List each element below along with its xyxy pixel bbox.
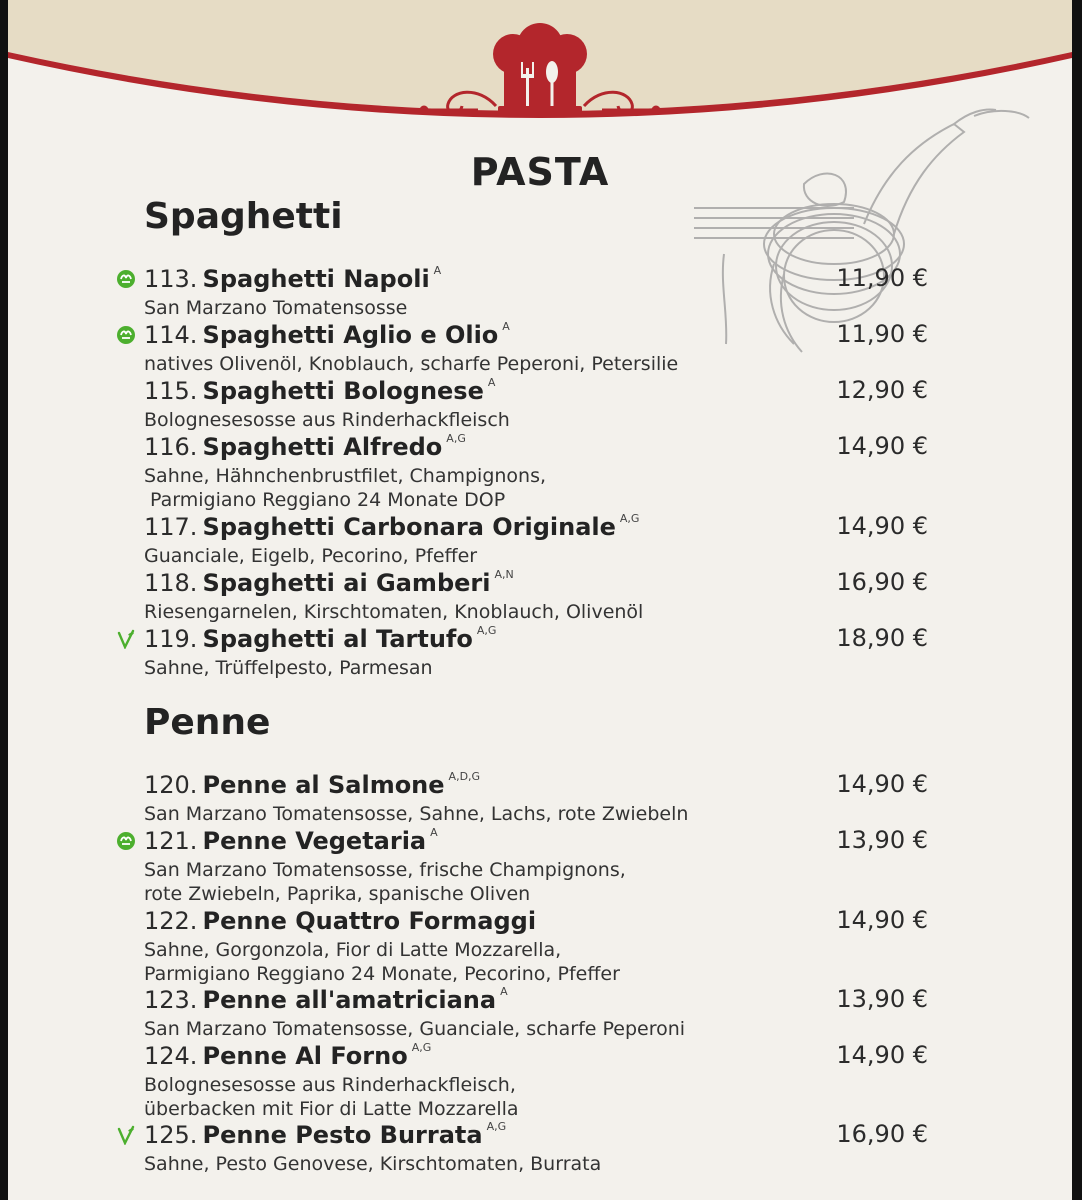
item-name: Penne Vegetaria	[202, 827, 427, 855]
menu-item	[144, 512, 944, 568]
item-price: 14,90 €	[836, 432, 928, 460]
item-allergens: A,G	[476, 624, 497, 637]
item-allergens: A	[433, 264, 442, 277]
item-allergens: A	[487, 376, 496, 389]
item-price: 11,90 €	[836, 320, 928, 348]
menu-item	[144, 1120, 944, 1176]
item-name: Spaghetti Napoli	[202, 265, 430, 293]
item-description: San Marzano Tomatensosse	[144, 297, 408, 319]
item-description: natives Olivenöl, Knoblauch, scharfe Peperoni, Petersilie	[144, 353, 679, 375]
item-description: Sahne, Gorgonzola, Fior di Latte Mozzarella, Parmigiano Reggiano 24 Monate, Pecorino, Pfeffer	[144, 939, 620, 985]
menu-page	[8, 0, 1072, 1200]
menu-item	[144, 432, 944, 512]
item-name: Spaghetti ai Gamberi	[202, 569, 491, 597]
item-description: Sahne, Trüffelpesto, Parmesan	[144, 657, 433, 679]
menu-item	[144, 770, 944, 826]
item-allergens: A	[502, 320, 510, 333]
item-number: 113.	[144, 265, 198, 293]
section-title-spaghetti: Spaghetti	[144, 196, 343, 237]
vegan-icon	[116, 269, 136, 289]
item-description: Bolognesesosse aus Rinderhackfleisch	[144, 409, 510, 431]
item-description: Sahne, Hähnchenbrustfilet, Champignons, Parmigiano Reggiano 24 Monate DOP	[144, 465, 547, 511]
menu-item	[144, 376, 944, 432]
item-number: 121.	[144, 827, 198, 855]
item-allergens: A,G	[486, 1120, 507, 1133]
vegetarian-icon	[116, 1125, 136, 1145]
item-price: 11,90 €	[836, 264, 928, 292]
menu-item	[144, 320, 944, 376]
item-description: San Marzano Tomatensosse, Guanciale, scharfe Peperoni	[144, 1018, 686, 1040]
item-number: 119.	[144, 625, 198, 653]
vegetarian-icon	[116, 629, 136, 649]
item-price: 18,90 €	[836, 624, 928, 652]
menu-item	[144, 264, 944, 320]
item-number: 117.	[144, 513, 198, 541]
item-name: Penne all'amatriciana	[202, 986, 497, 1014]
item-name: Spaghetti al Tartufo	[202, 625, 473, 653]
menu-item	[144, 985, 944, 1041]
item-price: 14,90 €	[836, 1041, 928, 1069]
item-name: Penne al Salmone	[202, 771, 445, 799]
page-title: PASTA	[470, 150, 610, 194]
item-price: 16,90 €	[836, 568, 928, 596]
menu-item	[144, 826, 944, 906]
item-description: Bolognesesosse aus Rinderhackfleisch, überbacken mit Fior di Latte Mozzarella	[144, 1074, 519, 1120]
item-name: Spaghetti Alfredo	[202, 433, 443, 461]
item-name: Penne Al Forno	[202, 1042, 408, 1070]
menu-item	[144, 1041, 944, 1121]
menu-item	[144, 568, 944, 624]
item-allergens: A	[500, 985, 508, 998]
item-allergens: A,G	[446, 432, 466, 445]
item-allergens: A,D,G	[448, 770, 481, 783]
item-price: 14,90 €	[836, 512, 928, 540]
item-price: 14,90 €	[836, 770, 928, 798]
section-title-penne: Penne	[144, 702, 271, 743]
item-price: 16,90 €	[836, 1120, 928, 1148]
item-number: 118.	[144, 569, 198, 597]
chef-hat-icon	[493, 23, 587, 114]
item-name: Penne Pesto Burrata	[202, 1121, 483, 1149]
item-price: 12,90 €	[836, 376, 928, 404]
item-price: 14,90 €	[836, 906, 928, 934]
item-name: Spaghetti Carbonara Originale	[202, 513, 616, 541]
item-number: 124.	[144, 1042, 198, 1070]
item-number: 123.	[144, 986, 198, 1014]
menu-item	[144, 906, 944, 986]
item-name: Spaghetti Bolognese	[202, 377, 484, 405]
item-number: 114.	[144, 321, 198, 349]
item-allergens: A,N	[494, 568, 514, 581]
item-name: Spaghetti Aglio e Olio	[202, 321, 499, 349]
item-description: San Marzano Tomatensosse, frische Champignons, rote Zwiebeln, Paprika, spanische Oliven	[144, 859, 626, 905]
item-description: San Marzano Tomatensosse, Sahne, Lachs, rote Zwiebeln	[144, 803, 689, 825]
item-number: 125.	[144, 1121, 198, 1149]
item-number: 116.	[144, 433, 198, 461]
item-number: 120.	[144, 771, 198, 799]
item-number: 115.	[144, 377, 198, 405]
item-price: 13,90 €	[836, 826, 928, 854]
item-allergens: A,G	[619, 512, 640, 525]
item-description: Sahne, Pesto Genovese, Kirschtomaten, Burrata	[144, 1153, 602, 1175]
item-description: Guanciale, Eigelb, Pecorino, Pfeffer	[144, 545, 478, 567]
item-number: 122.	[144, 907, 198, 935]
vegan-icon	[116, 325, 136, 345]
item-price: 13,90 €	[836, 985, 928, 1013]
menu-item	[144, 624, 944, 680]
item-name: Penne Quattro Formaggi	[202, 907, 537, 935]
item-description: Riesengarnelen, Kirschtomaten, Knoblauch, Olivenöl	[144, 601, 644, 623]
vegan-icon	[116, 831, 136, 851]
item-allergens: A	[430, 826, 438, 839]
item-allergens: A,G	[411, 1041, 432, 1054]
